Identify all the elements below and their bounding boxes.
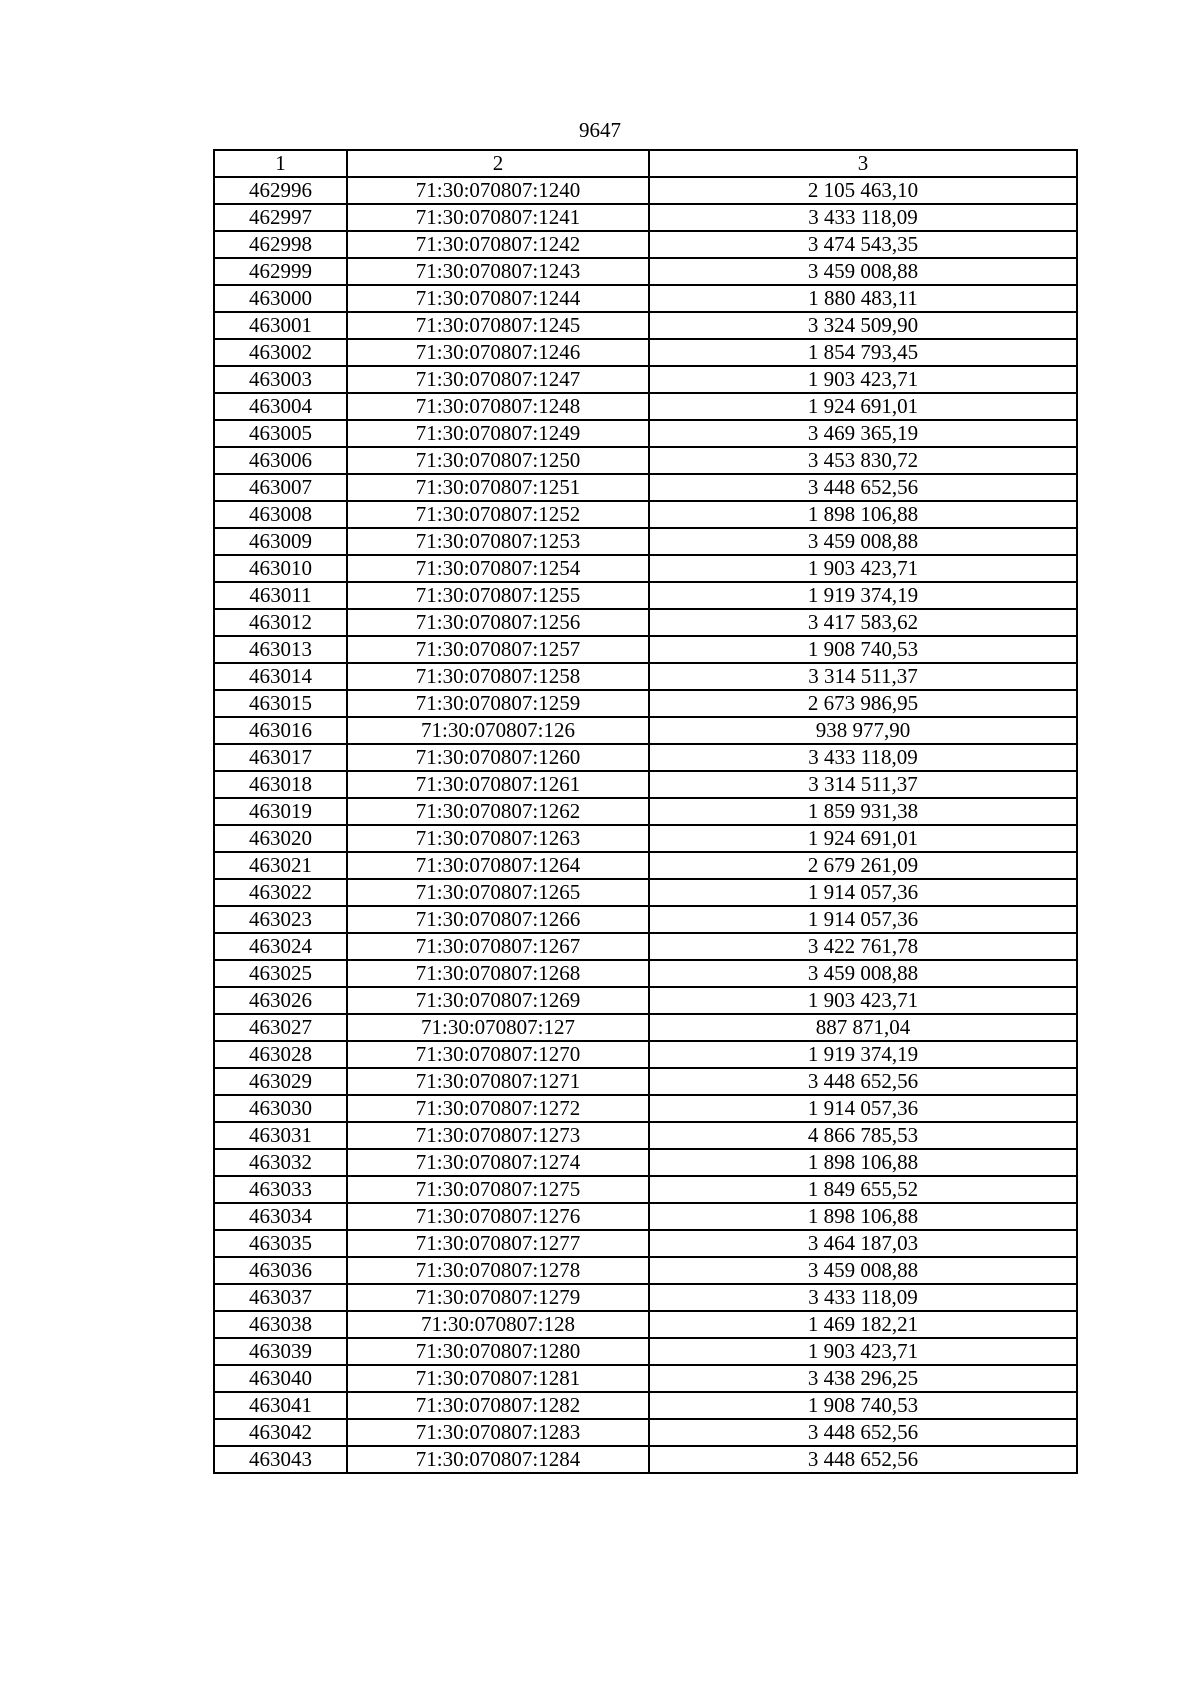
value-cell: 3 459 008,88	[649, 258, 1077, 285]
row-number-cell: 463030	[214, 1095, 347, 1122]
cadastral-number-cell: 71:30:070807:1247	[347, 366, 649, 393]
row-number-cell: 463002	[214, 339, 347, 366]
cadastral-number-cell: 71:30:070807:1241	[347, 204, 649, 231]
cadastral-number-cell: 71:30:070807:1280	[347, 1338, 649, 1365]
cadastral-number-cell: 71:30:070807:1282	[347, 1392, 649, 1419]
cadastral-number-cell: 71:30:070807:1257	[347, 636, 649, 663]
value-cell: 3 469 365,19	[649, 420, 1077, 447]
table-header-row	[214, 150, 1077, 177]
cadastral-number-cell: 71:30:070807:1274	[347, 1149, 649, 1176]
value-cell: 3 453 830,72	[649, 447, 1077, 474]
row-number-cell: 463035	[214, 1230, 347, 1257]
row-number-cell: 462996	[214, 177, 347, 204]
value-cell: 1 898 106,88	[649, 1203, 1077, 1230]
row-number-cell: 463017	[214, 744, 347, 771]
table-row	[214, 879, 1077, 906]
cadastral-number-cell: 71:30:070807:1249	[347, 420, 649, 447]
row-number-cell: 463021	[214, 852, 347, 879]
table-row	[214, 744, 1077, 771]
table-row	[214, 1176, 1077, 1203]
value-cell: 1 914 057,36	[649, 1095, 1077, 1122]
column-header-3: 3	[649, 150, 1077, 177]
table-row	[214, 474, 1077, 501]
table-row	[214, 555, 1077, 582]
cadastral-number-cell: 71:30:070807:1264	[347, 852, 649, 879]
row-number-cell: 463037	[214, 1284, 347, 1311]
table-row	[214, 933, 1077, 960]
cadastral-number-cell: 71:30:070807:1265	[347, 879, 649, 906]
cadastral-number-cell: 71:30:070807:1253	[347, 528, 649, 555]
row-number-cell: 463013	[214, 636, 347, 663]
value-cell: 1 914 057,36	[649, 906, 1077, 933]
row-number-cell: 463036	[214, 1257, 347, 1284]
row-number-cell: 463020	[214, 825, 347, 852]
table-row	[214, 987, 1077, 1014]
cadastral-number-cell: 71:30:070807:1259	[347, 690, 649, 717]
row-number-cell: 463006	[214, 447, 347, 474]
value-cell: 3 417 583,62	[649, 609, 1077, 636]
cadastral-number-cell: 71:30:070807:1262	[347, 798, 649, 825]
table-row	[214, 1095, 1077, 1122]
value-cell: 1 924 691,01	[649, 393, 1077, 420]
cadastral-number-cell: 71:30:070807:1251	[347, 474, 649, 501]
value-cell: 3 433 118,09	[649, 744, 1077, 771]
value-cell: 2 679 261,09	[649, 852, 1077, 879]
table-row	[214, 1014, 1077, 1041]
cadastral-number-cell: 71:30:070807:1277	[347, 1230, 649, 1257]
value-cell: 1 849 655,52	[649, 1176, 1077, 1203]
value-cell: 3 438 296,25	[649, 1365, 1077, 1392]
value-cell: 938 977,90	[649, 717, 1077, 744]
row-number-cell: 463026	[214, 987, 347, 1014]
table-row	[214, 1203, 1077, 1230]
row-number-cell: 463009	[214, 528, 347, 555]
cadastral-number-cell: 71:30:070807:1270	[347, 1041, 649, 1068]
table-row	[214, 1068, 1077, 1095]
row-number-cell: 463029	[214, 1068, 347, 1095]
row-number-cell: 462998	[214, 231, 347, 258]
value-cell: 1 880 483,11	[649, 285, 1077, 312]
value-cell: 3 314 511,37	[649, 663, 1077, 690]
cadastral-number-cell: 71:30:070807:1250	[347, 447, 649, 474]
row-number-cell: 463043	[214, 1446, 347, 1473]
page-number: 9647	[579, 118, 621, 142]
value-cell: 3 422 761,78	[649, 933, 1077, 960]
row-number-cell: 463034	[214, 1203, 347, 1230]
cadastral-number-cell: 71:30:070807:1244	[347, 285, 649, 312]
cadastral-number-cell: 71:30:070807:1246	[347, 339, 649, 366]
table-row	[214, 1041, 1077, 1068]
table-row	[214, 852, 1077, 879]
table-row	[214, 339, 1077, 366]
table-row	[214, 636, 1077, 663]
value-cell: 4 866 785,53	[649, 1122, 1077, 1149]
row-number-cell: 463039	[214, 1338, 347, 1365]
row-number-cell: 463040	[214, 1365, 347, 1392]
cadastral-number-cell: 71:30:070807:1266	[347, 906, 649, 933]
value-cell: 3 448 652,56	[649, 1446, 1077, 1473]
table-row	[214, 1419, 1077, 1446]
value-cell: 1 854 793,45	[649, 339, 1077, 366]
row-number-cell: 463027	[214, 1014, 347, 1041]
row-number-cell: 462997	[214, 204, 347, 231]
row-number-cell: 463004	[214, 393, 347, 420]
row-number-cell: 463015	[214, 690, 347, 717]
table-row	[214, 447, 1077, 474]
cadastral-number-cell: 71:30:070807:1258	[347, 663, 649, 690]
value-cell: 3 433 118,09	[649, 204, 1077, 231]
cadastral-number-cell: 71:30:070807:1243	[347, 258, 649, 285]
cadastral-number-cell: 71:30:070807:1281	[347, 1365, 649, 1392]
table-row	[214, 204, 1077, 231]
table-row	[214, 690, 1077, 717]
table-row	[214, 1446, 1077, 1473]
cadastral-number-cell: 71:30:070807:1272	[347, 1095, 649, 1122]
table-row	[214, 1257, 1077, 1284]
table-row	[214, 1365, 1077, 1392]
value-cell: 3 459 008,88	[649, 960, 1077, 987]
value-cell: 3 464 187,03	[649, 1230, 1077, 1257]
row-number-cell: 463012	[214, 609, 347, 636]
row-number-cell: 463008	[214, 501, 347, 528]
value-cell: 1 924 691,01	[649, 825, 1077, 852]
cadastral-number-cell: 71:30:070807:1260	[347, 744, 649, 771]
row-number-cell: 463003	[214, 366, 347, 393]
cadastral-number-cell: 71:30:070807:1283	[347, 1419, 649, 1446]
table-row	[214, 1338, 1077, 1365]
cadastral-number-cell: 71:30:070807:1271	[347, 1068, 649, 1095]
value-cell: 1 903 423,71	[649, 987, 1077, 1014]
cadastral-number-cell: 71:30:070807:128	[347, 1311, 649, 1338]
value-cell: 1 914 057,36	[649, 879, 1077, 906]
table-row	[214, 393, 1077, 420]
row-number-cell: 463010	[214, 555, 347, 582]
value-cell: 3 448 652,56	[649, 474, 1077, 501]
cadastral-number-cell: 71:30:070807:1278	[347, 1257, 649, 1284]
value-cell: 1 469 182,21	[649, 1311, 1077, 1338]
table-row	[214, 231, 1077, 258]
row-number-cell: 463041	[214, 1392, 347, 1419]
cadastral-number-cell: 71:30:070807:1240	[347, 177, 649, 204]
value-cell: 3 324 509,90	[649, 312, 1077, 339]
column-header-2: 2	[347, 150, 649, 177]
table-row	[214, 1149, 1077, 1176]
cadastral-number-cell: 71:30:070807:127	[347, 1014, 649, 1041]
table-row	[214, 1122, 1077, 1149]
cadastral-number-cell: 71:30:070807:1267	[347, 933, 649, 960]
value-cell: 3 448 652,56	[649, 1068, 1077, 1095]
row-number-cell: 463038	[214, 1311, 347, 1338]
row-number-cell: 463016	[214, 717, 347, 744]
cadastral-number-cell: 71:30:070807:1254	[347, 555, 649, 582]
table-row	[214, 960, 1077, 987]
table-row	[214, 366, 1077, 393]
value-cell: 2 105 463,10	[649, 177, 1077, 204]
row-number-cell: 463042	[214, 1419, 347, 1446]
value-cell: 3 474 543,35	[649, 231, 1077, 258]
table-row	[214, 825, 1077, 852]
value-cell: 1 903 423,71	[649, 1338, 1077, 1365]
cadastral-number-cell: 71:30:070807:1269	[347, 987, 649, 1014]
value-cell: 1 903 423,71	[649, 555, 1077, 582]
cadastral-number-cell: 71:30:070807:1252	[347, 501, 649, 528]
cadastral-number-cell: 71:30:070807:1255	[347, 582, 649, 609]
value-cell: 3 448 652,56	[649, 1419, 1077, 1446]
table-row	[214, 1392, 1077, 1419]
row-number-cell: 463028	[214, 1041, 347, 1068]
cadastral-number-cell: 71:30:070807:1245	[347, 312, 649, 339]
value-cell: 887 871,04	[649, 1014, 1077, 1041]
value-cell: 1 908 740,53	[649, 1392, 1077, 1419]
cadastral-number-cell: 71:30:070807:1275	[347, 1176, 649, 1203]
cadastral-number-cell: 71:30:070807:1256	[347, 609, 649, 636]
row-number-cell: 463011	[214, 582, 347, 609]
table-row	[214, 258, 1077, 285]
table-row	[214, 717, 1077, 744]
cadastral-number-cell: 71:30:070807:1248	[347, 393, 649, 420]
row-number-cell: 463033	[214, 1176, 347, 1203]
value-cell: 1 898 106,88	[649, 1149, 1077, 1176]
table-row	[214, 798, 1077, 825]
cadastral-number-cell: 71:30:070807:1284	[347, 1446, 649, 1473]
value-cell: 3 459 008,88	[649, 528, 1077, 555]
row-number-cell: 463023	[214, 906, 347, 933]
table-row	[214, 906, 1077, 933]
row-number-cell: 463024	[214, 933, 347, 960]
row-number-cell: 463001	[214, 312, 347, 339]
cadastral-number-cell: 71:30:070807:1268	[347, 960, 649, 987]
table-row	[214, 420, 1077, 447]
value-cell: 1 903 423,71	[649, 366, 1077, 393]
cadastral-number-cell: 71:30:070807:1273	[347, 1122, 649, 1149]
row-number-cell: 462999	[214, 258, 347, 285]
table-row	[214, 582, 1077, 609]
value-cell: 1 898 106,88	[649, 501, 1077, 528]
data-table	[213, 149, 1078, 1474]
row-number-cell: 463019	[214, 798, 347, 825]
table-row	[214, 1284, 1077, 1311]
value-cell: 3 314 511,37	[649, 771, 1077, 798]
cadastral-number-cell: 71:30:070807:1279	[347, 1284, 649, 1311]
row-number-cell: 463031	[214, 1122, 347, 1149]
cadastral-number-cell: 71:30:070807:1263	[347, 825, 649, 852]
row-number-cell: 463022	[214, 879, 347, 906]
value-cell: 3 459 008,88	[649, 1257, 1077, 1284]
row-number-cell: 463005	[214, 420, 347, 447]
table-row	[214, 663, 1077, 690]
row-number-cell: 463007	[214, 474, 347, 501]
value-cell: 3 433 118,09	[649, 1284, 1077, 1311]
table-row	[214, 528, 1077, 555]
table-row	[214, 1311, 1077, 1338]
cadastral-number-cell: 71:30:070807:1276	[347, 1203, 649, 1230]
cadastral-number-cell: 71:30:070807:126	[347, 717, 649, 744]
table-row	[214, 609, 1077, 636]
column-header-1: 1	[214, 150, 347, 177]
table-body	[214, 177, 1077, 1473]
table-row	[214, 312, 1077, 339]
cadastral-number-cell: 71:30:070807:1242	[347, 231, 649, 258]
table-row	[214, 771, 1077, 798]
row-number-cell: 463000	[214, 285, 347, 312]
table-row	[214, 177, 1077, 204]
table-row	[214, 285, 1077, 312]
cadastral-number-cell: 71:30:070807:1261	[347, 771, 649, 798]
row-number-cell: 463014	[214, 663, 347, 690]
value-cell: 1 919 374,19	[649, 1041, 1077, 1068]
row-number-cell: 463032	[214, 1149, 347, 1176]
value-cell: 1 908 740,53	[649, 636, 1077, 663]
table-row	[214, 501, 1077, 528]
value-cell: 1 919 374,19	[649, 582, 1077, 609]
table-row	[214, 1230, 1077, 1257]
value-cell: 1 859 931,38	[649, 798, 1077, 825]
row-number-cell: 463018	[214, 771, 347, 798]
value-cell: 2 673 986,95	[649, 690, 1077, 717]
row-number-cell: 463025	[214, 960, 347, 987]
